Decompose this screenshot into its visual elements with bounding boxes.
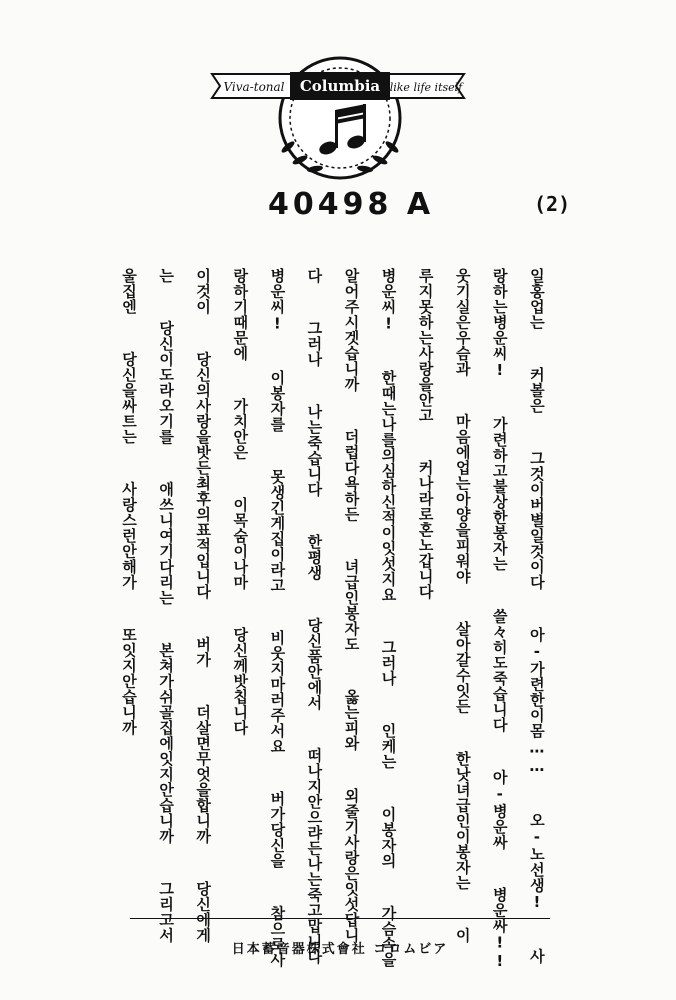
side-number: (2) [534,192,571,216]
lyric-column: 알어주시겟습니까 더럽다욕하든 녀급인봉자도 옳는피와 외줄기사랑은잇섯답니 [342,268,361,943]
lyric-column: 일홍업는 커볼은 그것이버별일것이다 아-가련한이몸…… 오-노선생! 사 [527,268,546,964]
columbia-logo [208,52,468,182]
lyric-column: 병운씨! 한때는나를의심하신적이잇섯지요 그러나 인케는 이봉자의 가슴속을 [379,268,398,968]
lyric-column: 다 그러나 나는죽습니다 한평생 당신품안에서 떠나지안으랴든나는죽고맙니다 [305,268,324,965]
divider [130,918,550,919]
lyric-column: 랑하는병운씨! 가련하고불상한봉자는 쓸々히도죽습니다 아-병운싸 병운싸!! [490,268,509,971]
publisher-name: 日本蓄音器株式會社 コロムビア [231,942,449,957]
lyric-column: 이것이 당신의사랑을밧든최후의표적입니다 버가 더살면무엇을합니까 당신에게 [194,268,213,943]
lyric-column: 웃기실은우슴과 마음에업는아양을피워야 살아갈수잇든 한낫녀급인이봉자는 이 [453,268,472,943]
logo-right-text: like life itself [389,81,463,94]
lyric-column: 울집엔 당신을싸트는 사랑스런안해가 또잇지안습니까 [120,268,138,736]
catalog-number: 40498 A [268,187,435,222]
lyric-column: 병운씨! 이봉자를 못생긴게집이라고 비웃지마러주서요 버가당신을 참으로사 [268,268,287,968]
lyric-column: 랑하기때문에 가치안은 이목숨이나마 당신께밧칩니다 [231,268,250,736]
logo-brand: Columbia [299,77,381,95]
lyric-column: 는 당신이도라오기를 애쓰니여기다리는 본쳐가쉬골집에잇지안습니까 그리고서 [157,268,176,943]
lyric-column: 루지못하는사랑을안고 커나라로혼노갑니다 [416,268,435,600]
logo-left-text: Viva-tonal [223,80,285,94]
